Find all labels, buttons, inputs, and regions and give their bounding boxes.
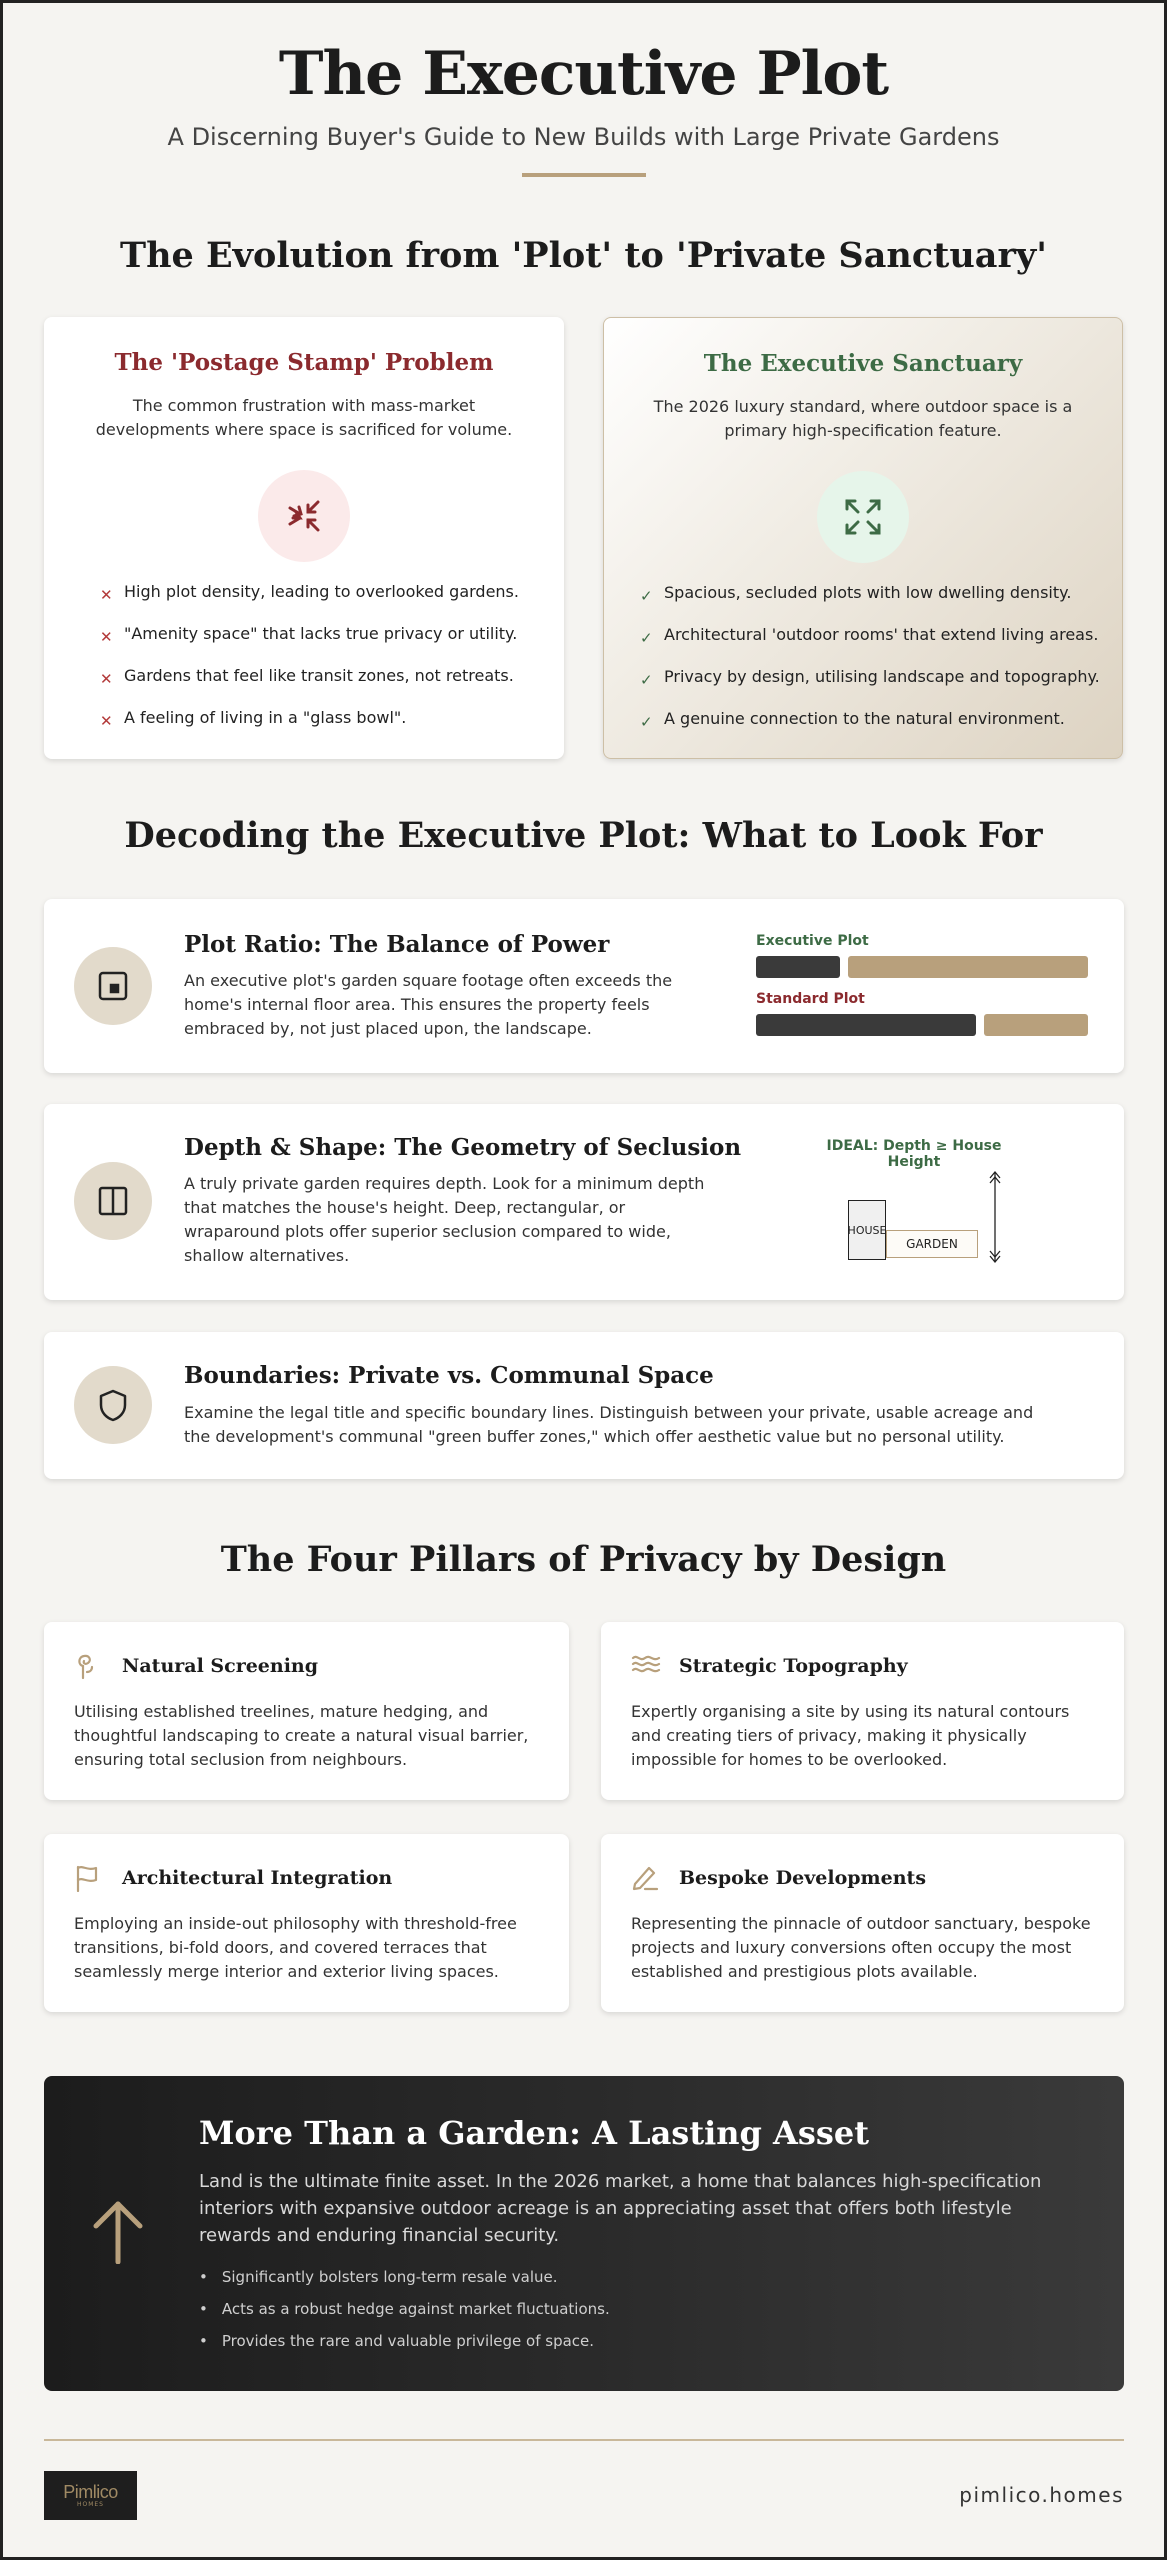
list-item: ✓ Privacy by design, utilising landscape and topography. [640, 667, 1100, 689]
problem-card [44, 317, 564, 759]
pillar-card-natural-screening [44, 1622, 569, 1800]
shield-icon [74, 1366, 152, 1444]
compress-icon [258, 470, 350, 562]
plot-ratio-icon [74, 947, 152, 1025]
standard-garden-bar [984, 1014, 1088, 1036]
plot-ratio-card [44, 899, 1124, 1073]
footer-logo[interactable] [44, 2471, 137, 2520]
pillar-title: Bespoke Developments [679, 1867, 927, 1889]
check-icon: ✓ [640, 713, 653, 731]
list-item: • Acts as a robust hedge against market fluctuations. [199, 2300, 610, 2318]
pillar-text: Employing an inside-out philosophy with threshold-free transitions, bi-fold doors, and covered terraces that seamlessly merge interior and exterior living spaces. [74, 1914, 517, 1981]
bullet-icon: • [199, 2300, 208, 2318]
depth-shape-card [44, 1104, 1124, 1300]
pillar-title: Architectural Integration [122, 1867, 393, 1889]
pillars-heading: The Four Pillars of Privacy by Design [220, 1539, 947, 1580]
plot-ratio-title: Plot Ratio: The Balance of Power [184, 931, 610, 958]
pillar-card-strategic-topography [601, 1622, 1124, 1800]
waves-icon [631, 1652, 661, 1680]
executive-plot-label: Executive Plot [756, 933, 869, 949]
list-item: ✕ Gardens that feel like transit zones, not retreats. [100, 666, 514, 688]
evolution-heading: The Evolution from 'Plot' to 'Private Sanctuary' [120, 235, 1047, 276]
depth-diagram-label: IDEAL: Depth ≥ House Height [826, 1138, 1002, 1170]
plot-ratio-text: An executive plot's garden square footage often exceeds the home's internal floor area. This ensures the property feels embraced by, not just placed upon, the landscape. [184, 971, 673, 1038]
logo-subtext: HOMES [76, 2501, 104, 2508]
pencil-icon [631, 1864, 659, 1896]
page-header [3, 3, 1164, 177]
asset-list [199, 2267, 610, 2351]
flag-icon [74, 1864, 100, 1896]
cross-icon: ✕ [100, 628, 113, 646]
pillar-text: Representing the pinnacle of outdoor sanctuary, bespoke projects and luxury conversions often occupy the most established and prestigious plots available. [631, 1914, 1091, 1981]
list-item: ✓ Spacious, secluded plots with low dwelling density. [640, 583, 1072, 605]
arrow-up-icon [92, 2200, 144, 2268]
boundaries-text: Examine the legal title and specific boundary lines. Distinguish between your private, usable acreage and the development's communal "green buffer zones," which offer aesthetic value but no personal utility. [184, 1403, 1034, 1446]
asset-text: Land is the ultimate finite asset. In the 2026 market, a home that balances high-specification interiors with expansive outdoor acreage is an appreciating asset that offers both lifestyle rewards and enduring financial security. [199, 2171, 1042, 2246]
depth-shape-text: A truly private garden requires depth. Look for a minimum depth that matches the house's height. Deep, rectangular, or wraparound plots offer superior seclusion compared to wide, shallow alternatives. [184, 1174, 705, 1265]
page-title: The Executive Plot [278, 39, 889, 109]
cross-icon: ✕ [100, 586, 113, 604]
pillar-title: Strategic Topography [679, 1655, 908, 1677]
asset-title: More Than a Garden: A Lasting Asset [199, 2114, 870, 2152]
sanctuary-description: The 2026 luxury standard, where outdoor space is a primary high-specification feature. [653, 397, 1073, 440]
standard-plot-label: Standard Plot [756, 991, 865, 1007]
check-icon: ✓ [640, 587, 653, 605]
list-item: ✕ A feeling of living in a "glass bowl". [100, 708, 407, 730]
garden-block [886, 1230, 978, 1258]
cross-icon: ✕ [100, 670, 113, 688]
header-divider [522, 173, 646, 177]
list-item: • Provides the rare and valuable privilege of space. [199, 2332, 595, 2350]
check-icon: ✓ [640, 629, 653, 647]
pillar-card-architectural-integration [44, 1834, 569, 2012]
tree-icon [74, 1652, 100, 1684]
footer-url[interactable]: pimlico.homes [959, 2483, 1124, 2507]
columns-icon [74, 1162, 152, 1240]
decoding-heading: Decoding the Executive Plot: What to Look For [124, 815, 1043, 856]
expand-icon [817, 471, 909, 563]
executive-house-bar [756, 956, 840, 978]
garden-label: GARDEN [906, 1237, 958, 1251]
footer-divider [44, 2439, 1124, 2441]
problem-list [100, 582, 564, 731]
cross-icon: ✕ [100, 712, 113, 730]
executive-garden-bar [848, 956, 1088, 978]
sanctuary-list [640, 583, 1122, 732]
list-item: ✕ "Amenity space" that lacks true privacy or utility. [100, 624, 518, 646]
problem-title: The 'Postage Stamp' Problem [114, 349, 494, 376]
boundaries-card [44, 1332, 1124, 1479]
asset-panel [44, 2076, 1124, 2391]
check-icon: ✓ [640, 671, 653, 689]
sanctuary-card [603, 317, 1123, 759]
pillar-text: Utilising established treelines, mature hedging, and thoughtful landscaping to create a natural visual barrier, ensuring total seclusion from neighbours. [74, 1702, 529, 1769]
pillar-title: Natural Screening [122, 1655, 319, 1677]
pillar-text: Expertly organising a site by using its natural contours and creating tiers of privacy, making it physically impossible for homes to be overlooked. [631, 1702, 1070, 1769]
bullet-icon: • [199, 2332, 208, 2350]
list-item: ✓ Architectural 'outdoor rooms' that extend living areas. [640, 625, 1099, 647]
house-label: HOUSE [847, 1223, 887, 1237]
standard-house-bar [756, 1014, 976, 1036]
boundaries-title: Boundaries: Private vs. Communal Space [184, 1362, 714, 1389]
sanctuary-title: The Executive Sanctuary [703, 350, 1023, 377]
list-item: ✕ High plot density, leading to overlooked gardens. [100, 582, 519, 604]
list-item: • Significantly bolsters long-term resale value. [199, 2268, 558, 2286]
page-subtitle: A Discerning Buyer's Guide to New Builds with Large Private Gardens [167, 123, 1000, 151]
depth-shape-title: Depth & Shape: The Geometry of Seclusion [184, 1134, 742, 1161]
problem-description: The common frustration with mass-market developments where space is sacrificed for volume. [95, 396, 513, 439]
depth-arrow-icon [988, 1170, 1002, 1264]
house-block [848, 1200, 886, 1260]
bullet-icon: • [199, 2268, 208, 2286]
list-item: ✓ A genuine connection to the natural environment. [640, 709, 1065, 731]
logo-text: Pimlico [63, 2482, 118, 2502]
pillar-card-bespoke-developments [601, 1834, 1124, 2012]
